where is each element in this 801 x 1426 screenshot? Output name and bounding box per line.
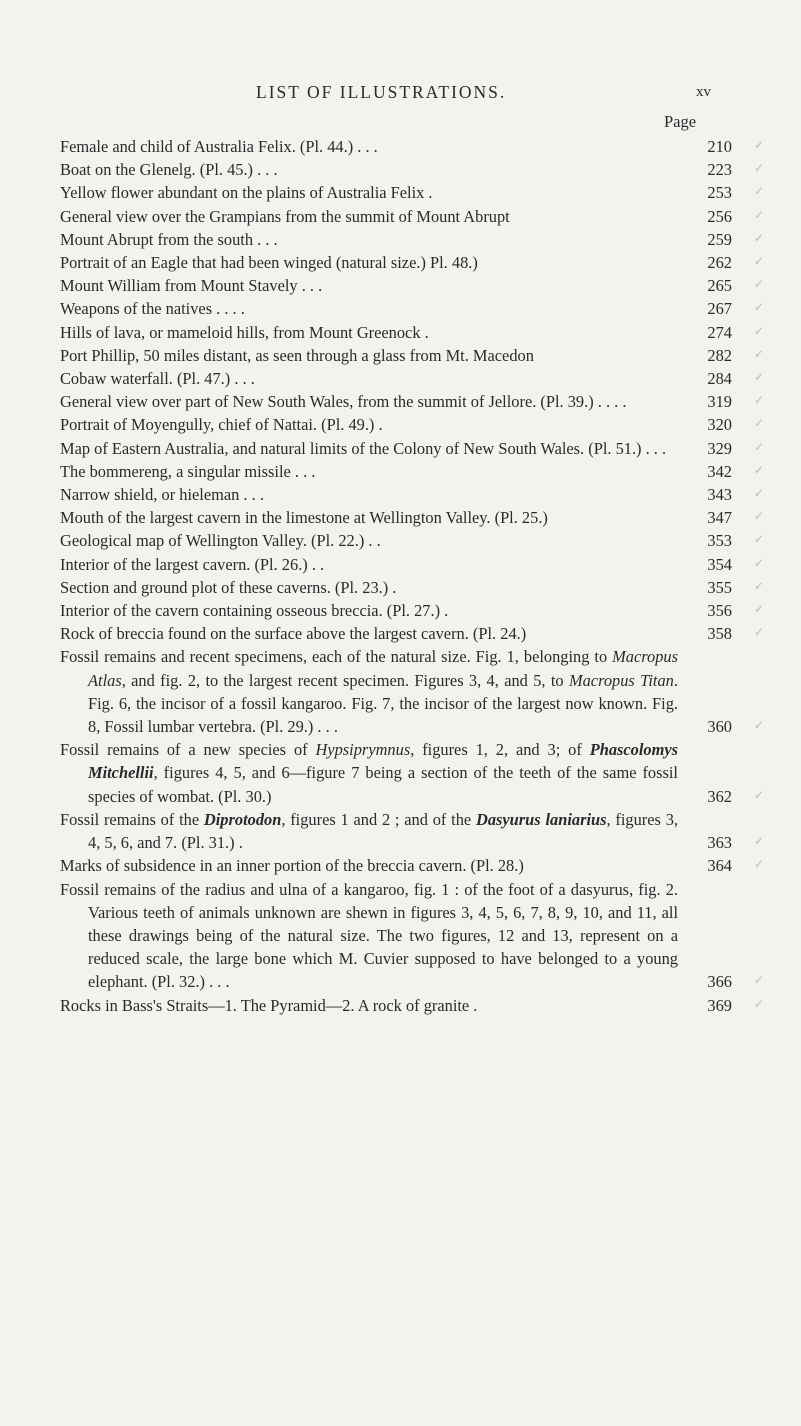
list-item — [60, 460, 764, 483]
list-item — [60, 994, 764, 1017]
entry-title: Rocks in Bass's Straits—1. The Pyramid—2. A rock of granite . — [60, 995, 478, 1015]
entry-title: Map of Eastern Australia, and natural limits of the Colony of New South Wales. (Pl. 51.) . . . — [60, 438, 667, 458]
entry-title: Port Phillip, 50 miles distant, as seen through a glass from Mt. Macedon — [60, 345, 534, 365]
list-item — [60, 135, 764, 158]
entry-page: 358 — [707, 624, 732, 644]
check-mark-icon: ✓ — [753, 439, 764, 454]
entry-title: Boat on the Glenelg. (Pl. 45.) . . . — [60, 160, 278, 180]
entry-page: 256 — [707, 206, 732, 226]
entry-page: 342 — [707, 461, 732, 481]
species-name: Hypsiprymnus — [315, 740, 411, 760]
entry-title: Fossil remains of a new species of Hypsiprymnus, figures 1, 2, and 3; of Phascolomys Mitchellii, figures 4, 5, and 6—figure 7 being a section of the teeth of the same fossil species of wombat. (Pl. 30.) — [60, 740, 679, 806]
entry-page: 366 — [707, 972, 732, 992]
check-mark-icon: ✓ — [753, 462, 764, 477]
check-mark-icon: ✓ — [753, 602, 764, 617]
entry-title: Fossil remains of the radius and ulna of a kangaroo, fig. 1 : of the foot of a dasyurus, fig. 2. Various teeth of animals unknown are shewn in figures 3, 4, 5, 6, 7, 8, 9, 10, and 11, all these drawings being of the natural size. The two figures, 12 and 13, represent on a reduced scale, the large bone which M. Cuvier supposed to have belonged to a young elephant. (Pl. 32.) . . . — [60, 879, 678, 992]
list-item — [60, 645, 764, 738]
entry-page: 265 — [707, 276, 732, 296]
list-item — [60, 878, 764, 994]
entry-title: Female and child of Australia Felix. (Pl. 44.) . . . — [60, 137, 378, 156]
entry-page: 262 — [707, 253, 732, 273]
entry-title: The bommereng, a singular missile . . . — [60, 461, 316, 481]
check-mark-icon: ✓ — [753, 184, 764, 199]
list-item — [60, 367, 764, 390]
entry-page: 223 — [707, 160, 732, 180]
entry-page: 356 — [707, 601, 732, 621]
entry-page: 253 — [707, 183, 732, 203]
check-mark-icon: ✓ — [753, 230, 764, 245]
entry-page: 284 — [707, 369, 732, 389]
entry-title: Fossil remains and recent specimens, each of the natural size. Fig. 1, belonging to Macropus Atlas, and fig. 2, to the largest recent specimen. Figures 3, 4, and 5, to Macropus Titan. Fig. 6, the incisor of a fossil kangaroo. Fig. 7, the incisor of the largest now known. Fig. 8, Fossil lumbar vertebra. (Pl. 29.) . . . — [60, 647, 678, 737]
entry-title: Yellow flower abundant on the plains of Australia Felix . — [60, 183, 433, 203]
check-mark-icon: ✓ — [753, 346, 764, 361]
entry-title: Interior of the largest cavern. (Pl. 26.) . . — [60, 554, 325, 574]
list-item — [60, 344, 764, 367]
entry-page: 347 — [707, 508, 732, 528]
entry-title: Rock of breccia found on the surface above the largest cavern. (Pl. 24.) — [60, 624, 527, 644]
check-mark-icon: ✓ — [753, 207, 764, 222]
check-mark-icon: ✓ — [753, 370, 764, 385]
list-item — [60, 274, 764, 297]
entry-title: Interior of the cavern containing osseous breccia. (Pl. 27.) . — [60, 601, 449, 621]
list-item — [60, 738, 764, 808]
check-mark-icon: ✓ — [753, 718, 764, 733]
species-name: Dasyurus laniarius — [476, 809, 607, 829]
list-item — [60, 506, 764, 529]
entry-title: Weapons of the natives . . . . — [60, 299, 245, 319]
entry-page: 282 — [707, 345, 732, 365]
check-mark-icon: ✓ — [753, 138, 764, 152]
check-mark-icon: ✓ — [753, 973, 764, 988]
check-mark-icon: ✓ — [753, 393, 764, 408]
entry-page: 355 — [707, 577, 732, 597]
entry-page: 360 — [707, 717, 732, 737]
entry-title: Portrait of an Eagle that had been winged (natural size.) Pl. 48.) — [60, 253, 478, 273]
entry-page: 364 — [707, 856, 732, 876]
entry-page: 274 — [707, 322, 732, 342]
entry-page: 319 — [707, 392, 732, 412]
check-mark-icon: ✓ — [753, 509, 764, 524]
species-name: Phascolomys Mitchellii — [88, 740, 679, 783]
check-mark-icon: ✓ — [753, 254, 764, 269]
check-mark-icon: ✓ — [753, 996, 764, 1011]
species-name: Macropus Atlas — [88, 647, 678, 690]
list-item — [60, 228, 764, 251]
entry-title: Marks of subsidence in an inner portion of the breccia cavern. (Pl. 28.) — [60, 856, 524, 876]
check-mark-icon: ✓ — [753, 532, 764, 547]
check-mark-icon: ✓ — [753, 323, 764, 338]
check-mark-icon: ✓ — [753, 486, 764, 501]
entry-page: 320 — [707, 415, 732, 435]
check-mark-icon: ✓ — [753, 300, 764, 315]
list-item — [60, 413, 764, 436]
species-name: Diprotodon — [203, 809, 282, 829]
entry-page: 329 — [707, 438, 732, 458]
check-mark-icon: ✓ — [753, 857, 764, 872]
list-item — [60, 437, 764, 460]
list-item — [60, 251, 764, 274]
entry-title: Narrow shield, or hieleman . . . — [60, 485, 264, 505]
entry-page: 353 — [707, 531, 732, 551]
check-mark-icon: ✓ — [753, 277, 764, 292]
check-mark-icon: ✓ — [753, 834, 764, 849]
page-column-label: Page — [664, 112, 697, 131]
header-page-number: xv — [696, 84, 711, 100]
check-mark-icon: ✓ — [753, 578, 764, 593]
entry-page: 369 — [707, 995, 732, 1015]
list-item — [60, 599, 764, 622]
list-item — [60, 553, 764, 576]
check-mark-icon: ✓ — [753, 625, 764, 640]
entry-page: 210 — [707, 137, 732, 156]
illustrations-list — [60, 135, 764, 1017]
entry-page: 267 — [707, 299, 732, 319]
check-mark-icon: ✓ — [753, 787, 764, 802]
list-item — [60, 205, 764, 228]
check-mark-icon: ✓ — [753, 416, 764, 431]
list-item — [60, 181, 764, 204]
entry-page: 259 — [707, 229, 732, 249]
entry-title: Portrait of Moyengully, chief of Nattai. (Pl. 49.) . — [60, 415, 383, 435]
entry-title: Fossil remains of the Diprotodon, figures 1 and 2 ; and of the Dasyurus laniarius, figures 3, 4, 5, 6, and 7. (Pl. 31.) . — [60, 809, 678, 853]
check-mark-icon: ✓ — [753, 161, 764, 176]
entry-page: 363 — [707, 833, 732, 853]
entry-page: 362 — [707, 786, 732, 806]
list-item — [60, 483, 764, 506]
list-item — [60, 158, 764, 181]
entry-title: Mouth of the largest cavern in the limestone at Wellington Valley. (Pl. 25.) — [60, 508, 548, 528]
entry-title: General view over part of New South Wales, from the summit of Jellore. (Pl. 39.) . . . . — [60, 392, 627, 412]
entry-title: Section and ground plot of these caverns. (Pl. 23.) . — [60, 577, 397, 597]
list-item — [60, 297, 764, 320]
entry-page: 354 — [707, 554, 732, 574]
entry-title: Geological map of Wellington Valley. (Pl. 22.) . . — [60, 531, 381, 551]
entry-title: Cobaw waterfall. (Pl. 47.) . . . — [60, 369, 255, 389]
entry-title: Hills of lava, or mameloid hills, from Mount Greenock . — [60, 322, 429, 342]
list-item — [60, 854, 764, 877]
entry-title: Mount William from Mount Stavely . . . — [60, 276, 323, 296]
list-item — [60, 622, 764, 645]
running-header — [0, 82, 801, 106]
entry-title: Mount Abrupt from the south . . . — [60, 229, 278, 249]
header-title: LIST OF ILLUSTRATIONS. — [256, 82, 507, 102]
list-item — [60, 390, 764, 413]
entry-page: 343 — [707, 485, 732, 505]
list-item — [60, 576, 764, 599]
species-name: Macropus Titan — [568, 670, 674, 690]
list-item — [60, 321, 764, 344]
check-mark-icon: ✓ — [753, 555, 764, 570]
list-item — [60, 529, 764, 552]
entry-title: General view over the Grampians from the summit of Mount Abrupt — [60, 206, 510, 226]
list-item — [60, 808, 764, 854]
